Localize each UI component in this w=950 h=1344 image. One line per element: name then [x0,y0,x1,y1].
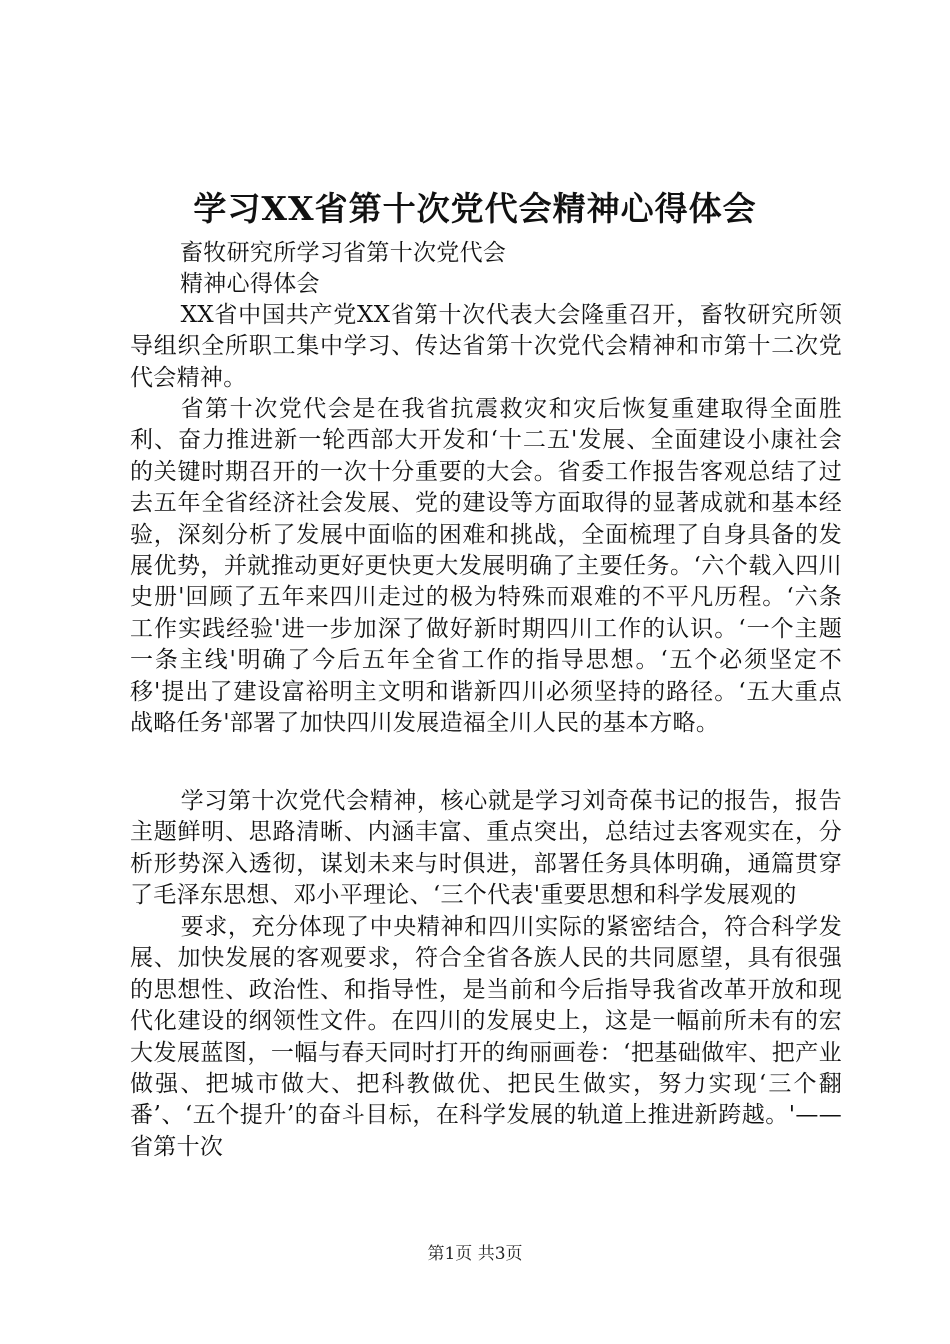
subtitle-line-1: 畜牧研究所学习省第十次党代会 [180,240,507,266]
paragraph-1: XX省中国共产党XX省第十次代表大会隆重召开，畜牧研究所领导组织全所职工集中学习、传达省第十次党代会精神和市第十二次党代会精神。 [130,302,842,391]
paragraph-2: 省第十次党代会是在我省抗震救灾和灾后恢复重建取得全面胜利、奋力推进新一轮西部大开发和‘十二五'发展、全面建设小康社会的关键时期召开的一次十分重要的大会。省委工作报告客观总结了过去五年全省经济社会发展、党的建设等方面取得的显著成就和基本经验，深刻分析了发展中面临的困难和挑战，全面梳理了自身具备的发展优势，并就推动更好更快更大发展明确了主要任务。‘六个载入四川史册'回顾了五年来四川走过的极为特殊而艰难的不平凡历程。‘六条工作实践经验'进一步加深了做好新时期四川工作的认识。‘一个主题一条主线'明确了今后五年全省工作的指导思想。‘五个必须坚定不移'提出了建设富裕明主文明和谐新四川必须坚持的路径。‘五大重点战略任务'部署了加快四川发展造福全川人民的基本方略。 [130,396,842,737]
page-footer: 第1页 共3页 [427,1244,523,1264]
subtitle-line-2: 精神心得体会 [180,271,320,297]
page-title: 学习XX省第十次党代会精神心得体会 [193,189,757,228]
paragraph-4: 要求，充分体现了中央精神和四川实际的紧密结合，符合科学发展、加快发展的客观要求，符合全省各族人民的共同愿望，具有很强的思想性、政治性、和指导性，是当前和今后指导我省改革开放和现代化建设的纲领性文件。在四川的发展史上，这是一幅前所未有的宏大发展蓝图，一幅与春天同时打开的绚丽画卷：‘把基础做牢、把产业做强、把城市做大、把科教做优、把民生做实，努力实现‘三个翻番’、‘五个提升’的奋斗目标，在科学发展的轨道上推进新跨越。'——省第十次 [130,914,842,1160]
paragraph-3: 学习第十次党代会精神，核心就是学习刘奇葆书记的报告，报告主题鲜明、思路清晰、内涵丰富、重点突出，总结过去客观实在，分析形势深入透彻，谋划未来与时俱进，部署任务具体明确，通篇贯穿了毛泽东思想、邓小平理论、‘三个代表'重要思想和科学发展观的 [130,788,842,909]
